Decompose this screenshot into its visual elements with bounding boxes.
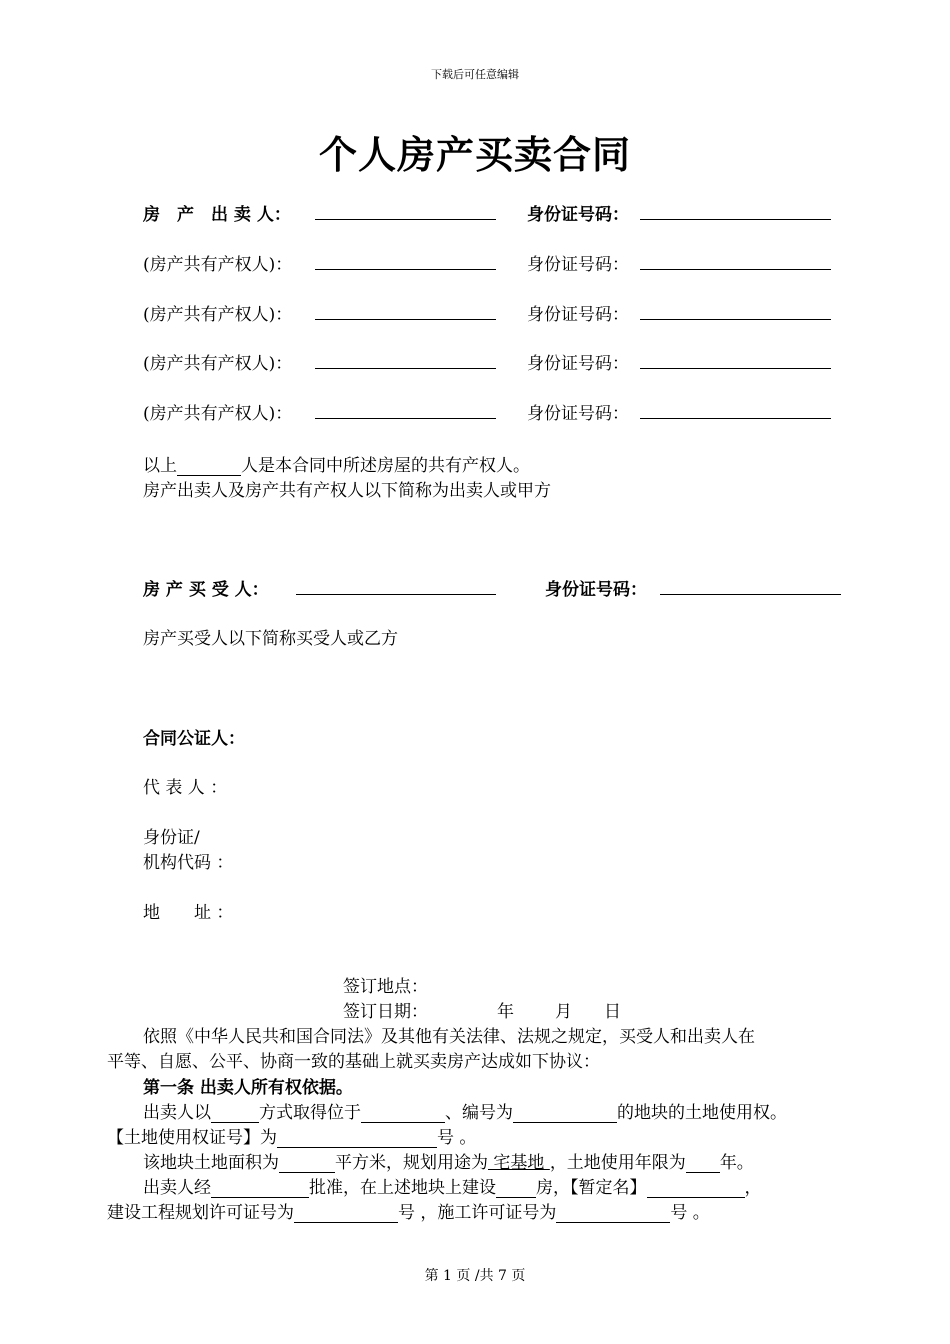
land-use-cert-field[interactable] xyxy=(277,1130,437,1148)
co-owner-name-field[interactable] xyxy=(315,368,496,369)
planned-use-value: 宅基地 xyxy=(488,1153,550,1173)
construction-permit-field[interactable] xyxy=(556,1205,670,1223)
article-1-paragraph-2 xyxy=(107,1123,476,1148)
text: 号 。 xyxy=(437,1128,477,1148)
text: 批准，在上述地块上建设 xyxy=(309,1178,496,1198)
co-owner-count-field[interactable] xyxy=(177,458,241,476)
tentative-name-field[interactable] xyxy=(647,1180,745,1198)
location-field[interactable] xyxy=(361,1105,445,1123)
notary-label: 合同公证人： xyxy=(143,729,245,749)
article-1-paragraph-4 xyxy=(143,1173,762,1198)
text: 该地块土地面积为 xyxy=(143,1153,279,1173)
land-area-field[interactable] xyxy=(279,1155,335,1173)
buyer-id-field[interactable] xyxy=(660,594,841,595)
co-owner-id-label: 身份证号码： xyxy=(527,255,629,275)
signing-date-year: 年 xyxy=(497,1002,514,1022)
co-owner-note-prefix: 以上 xyxy=(143,456,177,476)
article-1-paragraph-5 xyxy=(107,1198,710,1223)
text: 建设工程规划许可证号为 xyxy=(107,1203,294,1223)
plot-number-field[interactable] xyxy=(513,1105,617,1123)
text: 方式取得位于 xyxy=(259,1103,361,1123)
co-owner-id-field[interactable] xyxy=(640,368,831,369)
co-owner-label: (房产共有产权人)： xyxy=(143,354,293,374)
page-footer: 第 1 页 /共 7 页 xyxy=(424,1268,526,1284)
seller-name-field[interactable] xyxy=(315,219,496,220)
signing-date-day: 日 xyxy=(604,1002,621,1022)
article-1-paragraph-1 xyxy=(143,1098,787,1123)
intro-line-1: 依照《中华人民共和国合同法》及其他有关法律、法规之规定，买受人和出卖人在 xyxy=(143,1027,755,1047)
article-1-paragraph-3 xyxy=(143,1148,754,1173)
text: 号 。 xyxy=(670,1203,710,1223)
buyer-name-field[interactable] xyxy=(296,594,496,595)
co-owner-id-label: 身份证号码： xyxy=(527,354,629,374)
co-owner-id-field[interactable] xyxy=(640,269,831,270)
land-term-field[interactable] xyxy=(686,1155,720,1173)
signing-date-label: 签订日期： xyxy=(343,1002,428,1022)
notary-id-label: 身份证/ xyxy=(143,828,200,848)
notary-org-code-label: 机构代码 ： xyxy=(143,853,234,873)
co-owner-label: (房产共有产权人)： xyxy=(143,305,293,325)
co-owner-id-label: 身份证号码： xyxy=(527,404,629,424)
seller-label: 房 产 出 卖 人： xyxy=(143,205,291,225)
buyer-label: 房 产 买 受 人： xyxy=(143,580,269,600)
text: ， xyxy=(744,1178,762,1198)
text: 出卖人经 xyxy=(143,1178,211,1198)
seller-definition: 房产出卖人及房产共有产权人以下简称为出卖人或甲方 xyxy=(143,481,551,501)
text: 出卖人以 xyxy=(143,1103,211,1123)
co-owner-name-field[interactable] xyxy=(315,418,496,419)
intro-line-2: 平等、自愿、公平、协商一致的基础上就买卖房产达成如下协议： xyxy=(107,1052,600,1072)
text: 号 ，施工许可证号为 xyxy=(398,1203,557,1223)
seller-id-label: 身份证号码： xyxy=(527,205,629,225)
co-owner-id-label: 身份证号码： xyxy=(527,305,629,325)
text: 的地块的土地使用权。 xyxy=(617,1103,787,1123)
document-title: 个人房产买卖合同 xyxy=(318,133,631,177)
signing-place-label: 签订地点： xyxy=(343,977,428,997)
co-owner-label: (房产共有产权人)： xyxy=(143,255,293,275)
acquisition-method-field[interactable] xyxy=(211,1105,259,1123)
text: 、编号为 xyxy=(445,1103,513,1123)
page-header: 下载后可任意编辑 xyxy=(431,68,519,81)
planning-permit-field[interactable] xyxy=(294,1205,398,1223)
co-owner-note-suffix: 人是本合同中所述房屋的共有产权人。 xyxy=(241,456,530,476)
text: 平方米，规划用途为 xyxy=(335,1153,488,1173)
notary-representative-label: 代 表 人 ： xyxy=(143,778,228,798)
approval-authority-field[interactable] xyxy=(211,1180,309,1198)
text: 年。 xyxy=(719,1153,754,1173)
co-owner-name-field[interactable] xyxy=(315,269,496,270)
co-owner-name-field[interactable] xyxy=(315,319,496,320)
signing-date-month: 月 xyxy=(555,1002,572,1022)
co-owner-id-field[interactable] xyxy=(640,418,831,419)
co-owner-id-field[interactable] xyxy=(640,319,831,320)
building-type-field[interactable] xyxy=(496,1180,536,1198)
text: 房，【暂定名】 xyxy=(536,1178,647,1198)
seller-id-field[interactable] xyxy=(640,219,831,220)
article-1-title: 第一条 出卖人所有权依据。 xyxy=(143,1078,353,1098)
buyer-definition: 房产买受人以下简称买受人或乙方 xyxy=(143,629,398,649)
co-owner-label: (房产共有产权人)： xyxy=(143,404,293,424)
text: ，土地使用年限为 xyxy=(549,1153,686,1173)
text: 【土地使用权证号】为 xyxy=(107,1128,277,1148)
co-owner-count-note xyxy=(143,451,530,476)
buyer-id-label: 身份证号码： xyxy=(545,580,647,600)
notary-address-label: 地 址 ： xyxy=(143,903,234,923)
